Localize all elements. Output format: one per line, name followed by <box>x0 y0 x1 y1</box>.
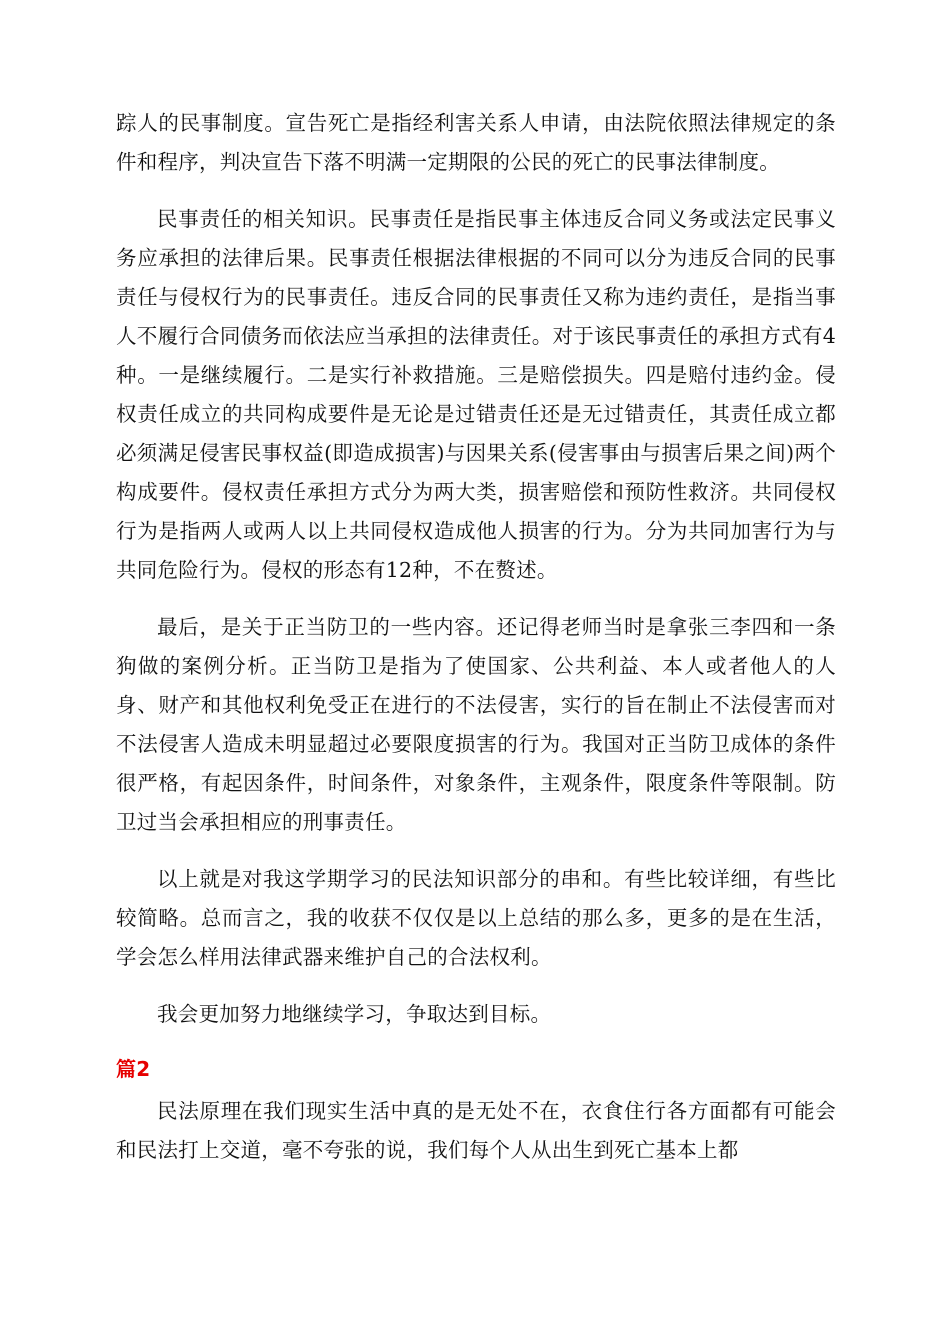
paragraph-summary: 以上就是对我这学期学习的民法知识部分的串和。有些比较详细，有些比较简略。总而言之，我的收获不仅仅是以上总结的那么多，更多的是在生活，学会怎么样用法律武器来维护自己的合法权利。 <box>116 867 836 969</box>
paragraph-section-2-intro: 民法原理在我们现实生活中真的是无处不在，衣食住行各方面都有可能会和民法打上交道，毫不夸张的说，我们每个人从出生到死亡基本上都 <box>116 1099 836 1162</box>
paragraph-closing: 我会更加努力地继续学习，争取达到目标。 <box>157 1002 552 1026</box>
paragraph-declaration-of-death: 踪人的民事制度。宣告死亡是指经利害关系人申请，由法院依照法律规定的条件和程序，判决宣告下落不明满一定期限的公民的死亡的民事法律制度。 <box>116 111 836 174</box>
section-heading: 篇2 <box>116 1057 151 1081</box>
document-page <box>116 104 836 1188</box>
paragraph-civil-liability: 民事责任的相关知识。民事责任是指民事主体违反合同义务或法定民事义务应承担的法律后果。民事责任根据法律根据的不同可以分为违反合同的民事责任与侵权行为的民事责任。违反合同的民事责任又称为违约责任，是指当事人不履行合同债务而依法应当承担的法律责任。对于该民事责任的承担方式有4种。一是继续履行。二是实行补救措施。三是赔偿损失。四是赔付违约金。侵权责任成立的共同构成要件是无论是过错责任还是无过错责任，其责任成立都必须满足侵害民事权益(即造成损害)与因果关系(侵害事由与损害后果之间)两个构成要件。侵权责任承担方式分为两大类，损害赔偿和预防性救济。共同侵权行为是指两人或两人以上共同侵权造成他人损害的行为。分为共同加害行为与共同危险行为。侵权的形态有12种，不在赘述。 <box>116 207 836 582</box>
paragraph-self-defense: 最后，是关于正当防卫的一些内容。还记得老师当时是拿张三李四和一条狗做的案例分析。正当防卫是指为了使国家、公共利益、本人或者他人的人身、财产和其他权利免受正在进行的不法侵害，实行的旨在制止不法侵害而对不法侵害人造成未明显超过必要限度损害的行为。我国对正当防卫成体的条件很严格，有起因条件，时间条件，对象条件，主观条件，限度条件等限制。防卫过当会承担相应的刑事责任。 <box>116 615 836 834</box>
